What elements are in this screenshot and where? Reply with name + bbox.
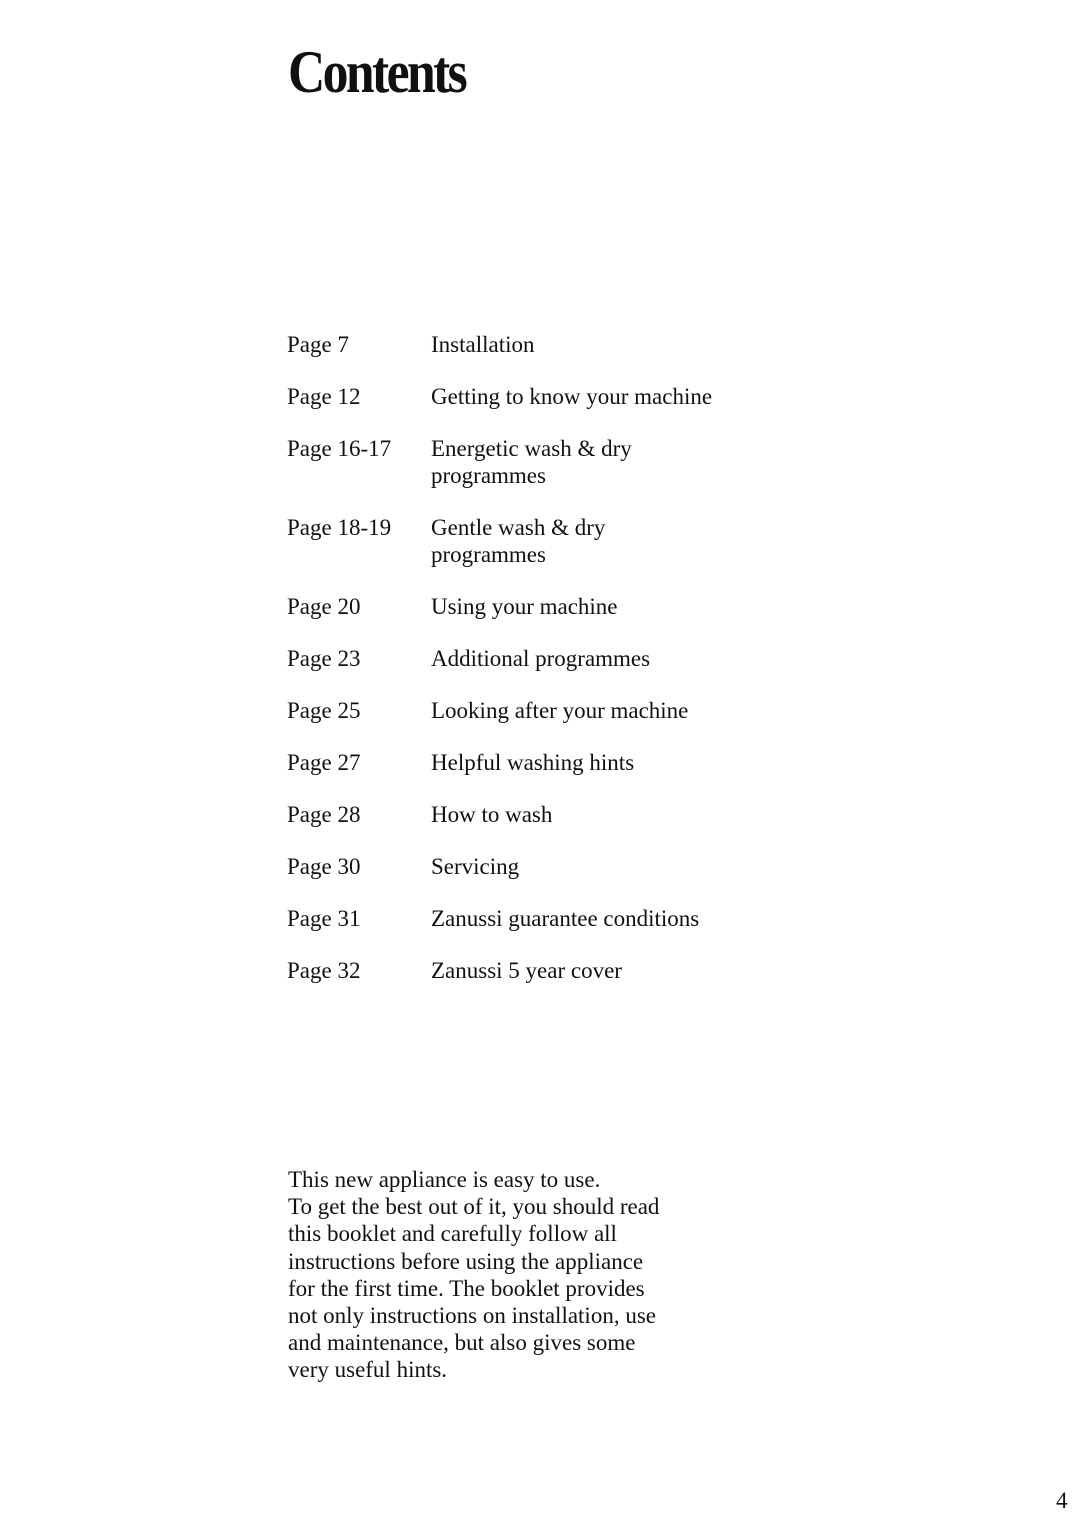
toc-entry-title	[431, 905, 699, 932]
toc-page-ref: Page 7	[287, 332, 349, 357]
intro-line: very useful hints.	[288, 1357, 448, 1383]
intro-line: for the first time. The booklet provides	[288, 1275, 645, 1301]
intro-line: This new appliance is easy to use.	[288, 1167, 601, 1192]
toc-entry-title	[431, 331, 534, 358]
intro-line: not only instructions on installation, use	[288, 1303, 656, 1329]
toc-entry-title	[431, 801, 552, 828]
toc-page-ref: Page 18-19	[287, 515, 392, 540]
page-title: Contents	[288, 39, 466, 105]
toc-entry-title-line: Using your machine	[431, 594, 618, 619]
toc-entry-title-line: Zanussi guarantee conditions	[431, 906, 700, 931]
toc-entry-title-line: Helpful washing hints	[431, 750, 635, 775]
toc-entry-title	[431, 645, 650, 672]
intro-line: instructions before using the appliance	[288, 1248, 644, 1274]
toc-entry-title-line: Getting to know your machine	[431, 384, 713, 409]
toc-page-ref: Page 28	[287, 802, 361, 827]
page-number: 4	[1056, 1488, 1068, 1513]
toc-page-ref: Page 20	[287, 594, 361, 619]
toc-entry-title-line: How to wash	[431, 802, 553, 827]
toc-entry-title	[431, 697, 688, 724]
toc-entry-title-line: programmes	[431, 463, 546, 488]
toc-page-ref: Page 12	[287, 384, 361, 409]
intro-line: and maintenance, but also gives some	[288, 1330, 636, 1356]
toc-entry-title-line: Installation	[431, 332, 535, 357]
toc-entry-title-line: Zanussi 5 year cover	[431, 958, 622, 983]
toc-entry-title-line: Additional programmes	[431, 646, 651, 671]
toc-entry-title-line: Servicing	[431, 854, 520, 879]
toc-entry-title	[431, 514, 605, 568]
toc-entry-title	[431, 435, 632, 489]
intro-line: To get the best out of it, you should read	[288, 1194, 660, 1220]
toc-entry-title	[431, 853, 519, 880]
toc-entry-title-line: Gentle wash & dry	[431, 515, 606, 540]
toc-entry-title-line: Looking after your machine	[431, 698, 689, 723]
toc-page-ref: Page 30	[287, 854, 361, 879]
toc-page-ref: Page 25	[287, 698, 361, 723]
toc-page-ref: Page 16-17	[287, 436, 392, 461]
intro-paragraph	[288, 1166, 659, 1384]
toc-entry-title	[431, 749, 634, 776]
toc-page-ref: Page 23	[287, 646, 361, 671]
toc-page-ref: Page 31	[287, 906, 361, 931]
toc-entry-title-line: programmes	[431, 542, 546, 567]
toc-entry-title	[431, 383, 712, 410]
toc-entry-title	[431, 593, 618, 620]
toc-page-ref: Page 32	[287, 958, 361, 983]
intro-line: this booklet and carefully follow all	[288, 1221, 617, 1247]
toc-entry-title	[431, 957, 622, 984]
toc-page-ref: Page 27	[287, 750, 361, 775]
toc-entry-title-line: Energetic wash & dry	[431, 436, 632, 461]
